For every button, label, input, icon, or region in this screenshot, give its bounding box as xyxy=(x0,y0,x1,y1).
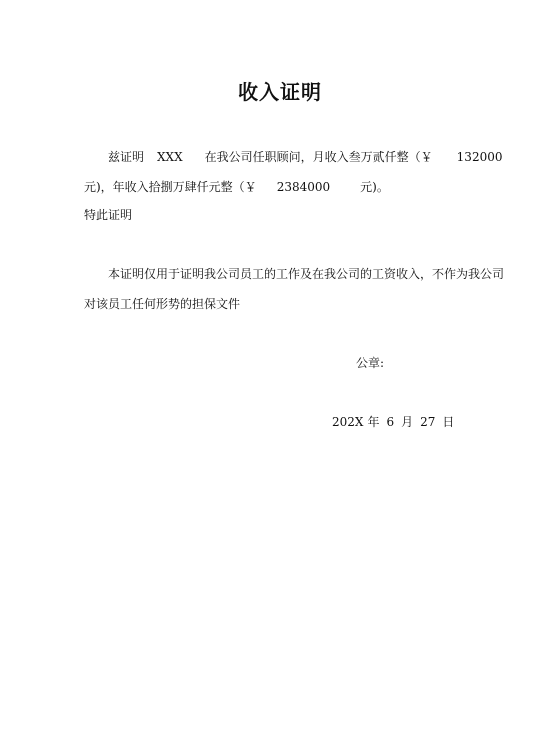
date-month: 6 xyxy=(386,415,395,429)
date-year-unit: 年 xyxy=(367,415,380,429)
annual-suffix: 元)。 xyxy=(360,180,389,194)
disclaimer-line-1: 本证明仅用于证明我公司员工的工作及在我公司的工资收入，不作为我公司 xyxy=(108,267,505,281)
date-month-unit: 月 xyxy=(401,415,414,429)
body-line-2 xyxy=(84,179,389,195)
position-monthly-text: 在我公司任职顾问，月收入叁万贰仟整（￥ xyxy=(204,150,433,164)
annual-amount: 2384000 xyxy=(276,180,331,194)
hereby-certify: 特此证明 xyxy=(84,208,133,222)
date-day-unit: 日 xyxy=(442,415,455,429)
monthly-amount: 132000 xyxy=(456,150,503,164)
document-title: 收入证明 xyxy=(238,80,322,104)
certify-prefix: 兹证明 xyxy=(108,150,145,164)
disclaimer-line-2: 对该员工任何形势的担保文件 xyxy=(84,297,241,311)
body-line-1 xyxy=(108,149,502,165)
employee-name: XXX xyxy=(157,150,183,164)
issue-date xyxy=(332,414,454,430)
date-year: 202X xyxy=(332,415,364,429)
date-day: 27 xyxy=(420,415,436,429)
seal-label: 公章: xyxy=(356,356,385,370)
annual-income-text: 元)，年收入拾捌万肆仟元整（￥ xyxy=(84,180,257,194)
